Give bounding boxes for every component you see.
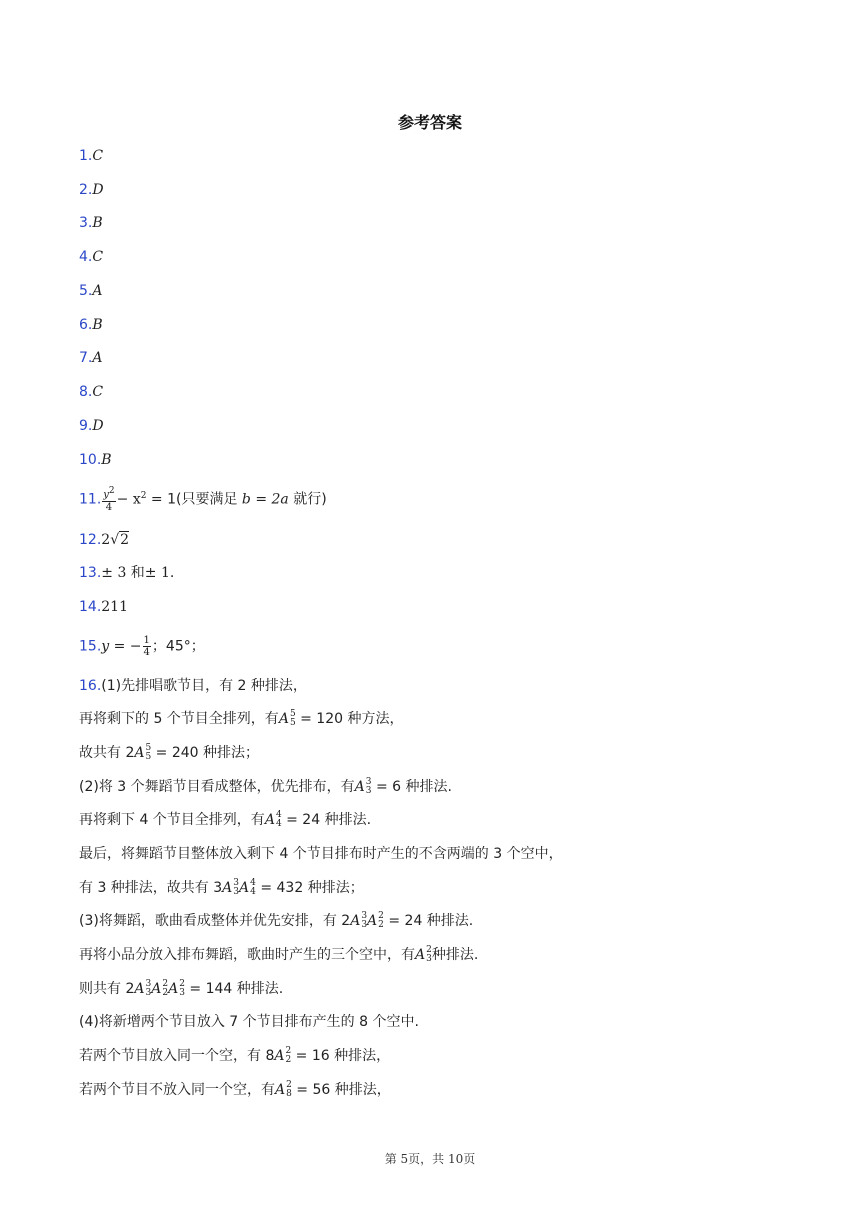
answer-5: 5.A [79, 283, 103, 299]
page-title: 参考答案 [397, 113, 462, 132]
answer-4: 4.C [79, 249, 104, 265]
answer-16-line-7: 有 3 种排法，故共有 3A 3 3 A 4 4 = 432 种排法； [79, 878, 364, 897]
answer-9: 9.D [79, 418, 104, 434]
answer-16-line-2: 再将剩下的 5 个节目全排列，有A 5 5 = 120 种方法， [79, 709, 404, 728]
answer-1: 1.C [79, 148, 104, 164]
fraction: $\frac{1}{4}$ [143, 635, 150, 658]
answer-13: 13.± 3 和± 1. [79, 565, 175, 581]
answer-16-line-5: 再将剩下 4 个节目全排列，有A 4 4 = 24 种排法. [79, 810, 372, 829]
answer-7: 7.A [79, 350, 103, 366]
sqrt-sign: √ [110, 532, 120, 548]
answer-10: 10.B [79, 452, 112, 468]
page-footer: 第 5页，共 10页 [384, 1152, 476, 1166]
answer-2: 2.D [79, 182, 104, 198]
answer-16-line-10: 则共有 2A 3 3 A 2 2 A 2 3 = 144 种排法. [79, 979, 284, 998]
answer-6: 6.B [79, 317, 103, 333]
answer-16-line-3: 故共有 2A 5 5 = 240 种排法； [79, 743, 260, 762]
answer-12: 12.2√2 [79, 532, 130, 548]
answer-14: 14.211 [79, 599, 128, 615]
answer-15: 15.y = − $\frac{1}{4}$ ；45°； [79, 635, 205, 658]
fraction: $\frac{y^2}{4}$ [103, 486, 115, 513]
answer-3: 3.B [79, 215, 103, 231]
answer-16-line-9: 再将小品分放入排布舞蹈，歌曲时产生的三个空中，有A 2 3 种排法. [79, 945, 479, 964]
answer-16-line-6: 最后，将舞蹈节目整体放入剩下 4 个节目排布时产生的不含两端的 3 个空中， [79, 846, 563, 862]
answer-16-line-13: 若两个节目不放入同一个空，有A 2 8 = 56 种排法， [79, 1080, 391, 1099]
answer-8: 8.C [79, 384, 104, 400]
answer-11: 11. $\frac{y^2}{4}$ − $x^2 = 1$(只要满足 b = 2a 就行) [79, 486, 327, 513]
answer-16-line-8: (3)将舞蹈，歌曲看成整体并优先安排，有 2A 3 3 A 2 2 = 24 种排法. [79, 911, 474, 930]
answer-16-line-1: 16.(1)先排唱歌节目，有 2 种排法， [79, 678, 307, 694]
answer-16-line-4: (2)将 3 个舞蹈节目看成整体，优先排布，有A 3 3 = 6 种排法. [79, 777, 452, 796]
answer-16-line-12: 若两个节目放入同一个空，有 8A 2 2 = 16 种排法， [79, 1046, 391, 1065]
answer-16-line-11: (4)将新增两个节目放入 7 个节目排布产生的 8 个空中. [79, 1014, 419, 1030]
